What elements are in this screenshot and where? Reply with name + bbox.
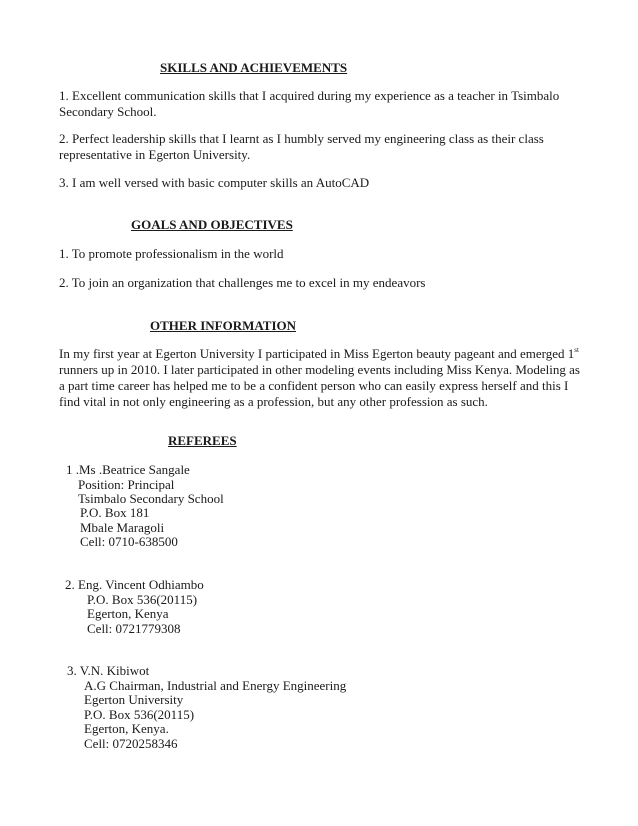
referee-3-town: Egerton, Kenya. [84, 721, 169, 736]
skills-item-1: 1. Excellent communication skills that I acquired during my experience as a teacher in Tsimbalo Secondary School. [59, 88, 560, 119]
skills-item-3: 3. I am well versed with basic computer skills an AutoCAD [59, 175, 370, 190]
other-info-paragraph [59, 346, 587, 410]
referee-2-town: Egerton, Kenya [87, 606, 169, 621]
other-info-heading: OTHER INFORMATION [150, 318, 297, 333]
referee-3-box: P.O. Box 536(20115) [84, 707, 195, 722]
other-info-text-start: In my first year at Egerton University I participated in Miss Egerton beauty pageant and emerged 1 [59, 346, 575, 361]
referee-3-title: A.G Chairman, Industrial and Energy Engineering [84, 678, 347, 693]
goals-item-1: 1. To promote professionalism in the world [59, 246, 284, 261]
referee-1-box: P.O. Box 181 [80, 505, 150, 520]
skills-heading: SKILLS AND ACHIEVEMENTS [160, 60, 348, 75]
goals-heading: GOALS AND OBJECTIVES [131, 217, 293, 232]
referee-1-town: Mbale Maragoli [80, 520, 165, 535]
referee-3-name: 3. V.N. Kibiwot [67, 663, 150, 678]
referee-3-org: Egerton University [84, 692, 184, 707]
ordinal-suffix: st [574, 346, 579, 354]
referee-2-cell: Cell: 0721779308 [87, 621, 181, 636]
referees-heading: REFEREES [168, 433, 237, 448]
other-info-text-rest: runners up in 2010. I later participated in other modeling events including Miss Kenya. Modeling as a part time career has helped me to be a confident person who can easily express herself and this I find vital in not only engineering as a profession, but any other profession as such. [59, 362, 580, 409]
referee-3-cell: Cell: 0720258346 [84, 736, 178, 751]
referee-1-cell: Cell: 0710-638500 [80, 534, 178, 549]
referee-1-school: Tsimbalo Secondary School [78, 491, 224, 506]
referee-1-name: 1 .Ms .Beatrice Sangale [66, 462, 190, 477]
skills-item-2: 2. Perfect leadership skills that I learnt as I humbly served my engineering class as their class representative in Egerton University. [59, 131, 544, 162]
referee-1-position: Position: Principal [78, 477, 175, 492]
referee-2-box: P.O. Box 536(20115) [87, 592, 198, 607]
referee-2-name: 2. Eng. Vincent Odhiambo [65, 577, 204, 592]
goals-item-2: 2. To join an organization that challenges me to excel in my endeavors [59, 275, 426, 290]
